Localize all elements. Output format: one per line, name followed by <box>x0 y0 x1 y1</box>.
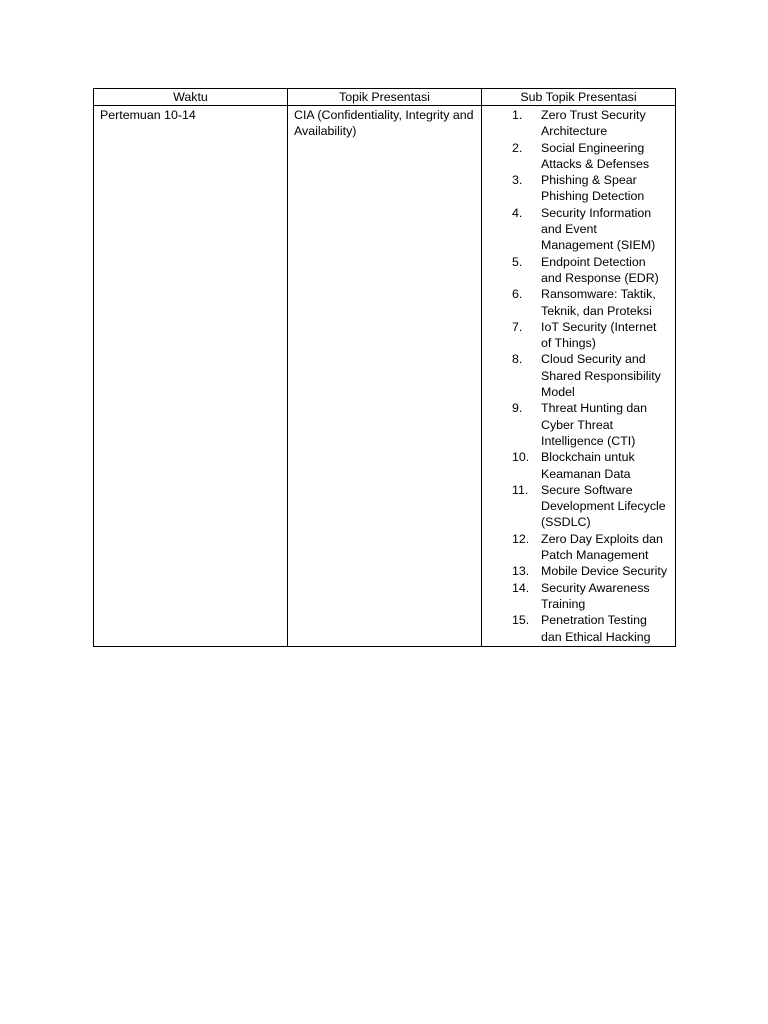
list-item-text: Phishing & Spear Phishing Detection <box>541 173 645 204</box>
list-item <box>488 286 669 319</box>
list-item-number: 12. <box>512 531 530 546</box>
list-item <box>488 449 669 482</box>
list-item-number: 13. <box>512 564 530 579</box>
list-item-text: Zero Day Exploits dan Patch Management <box>541 531 663 563</box>
list-item <box>488 254 669 287</box>
list-item-text: Penetration Testing dan Ethical Hacking <box>541 613 651 644</box>
list-item-number: 5. <box>512 254 523 269</box>
list-item-text: Security Information and Event Management (SIEM) <box>541 205 656 253</box>
list-item-number: 7. <box>512 319 523 334</box>
list-item-text: Cloud Security and Shared Responsibility Model <box>541 352 661 400</box>
list-item-text: IoT Security (Internet of Things) <box>541 319 657 351</box>
table-header-row <box>94 89 676 106</box>
list-item <box>488 140 669 173</box>
list-item-text: Security Awareness Training <box>541 580 650 611</box>
list-item-number: 2. <box>512 140 523 155</box>
list-item <box>488 107 669 140</box>
list-item-number: 10. <box>512 450 530 465</box>
list-item-text: Secure Software Development Lifecycle (SSDLC) <box>541 482 666 530</box>
list-item <box>488 580 669 613</box>
list-item <box>488 319 669 352</box>
subtopic-list <box>488 107 669 645</box>
list-item-number: 14. <box>512 580 530 595</box>
presentation-schedule-table <box>93 88 676 647</box>
list-item-number: 15. <box>512 613 530 628</box>
list-item <box>488 612 669 645</box>
list-item-text: Zero Trust Security Architecture <box>541 108 646 139</box>
cell-topik: CIA (Confidentiality, Integrity and Availability) <box>288 106 482 647</box>
list-item-text: Mobile Device Security <box>541 564 668 579</box>
list-item-number: 11. <box>512 482 529 497</box>
header-waktu: Waktu <box>94 89 288 106</box>
list-item-number: 4. <box>512 205 523 220</box>
list-item-number: 8. <box>512 352 523 367</box>
list-item-number: 3. <box>512 173 523 188</box>
table-row <box>94 106 676 647</box>
list-item <box>488 351 669 400</box>
list-item-text: Ransomware: Taktik, Teknik, dan Proteksi <box>541 287 656 318</box>
list-item <box>488 205 669 254</box>
list-item <box>488 400 669 449</box>
list-item-text: Threat Hunting dan Cyber Threat Intelligence (CTI) <box>541 401 648 448</box>
header-sub-topik-presentasi: Sub Topik Presentasi <box>482 89 676 106</box>
list-item-text: Blockchain untuk Keamanan Data <box>541 450 635 481</box>
cell-waktu: Pertemuan 10-14 <box>94 106 288 647</box>
list-item <box>488 482 669 531</box>
cell-subtopics <box>482 106 676 647</box>
list-item-number: 6. <box>512 287 523 302</box>
list-item <box>488 172 669 205</box>
list-item-text: Social Engineering Attacks & Defenses <box>541 140 650 171</box>
list-item-number: 1. <box>512 108 523 122</box>
list-item-text: Endpoint Detection and Response (EDR) <box>541 254 659 285</box>
list-item-number: 9. <box>512 401 523 416</box>
list-item <box>488 531 669 564</box>
header-topik-presentasi: Topik Presentasi <box>288 89 482 106</box>
list-item <box>488 563 669 579</box>
